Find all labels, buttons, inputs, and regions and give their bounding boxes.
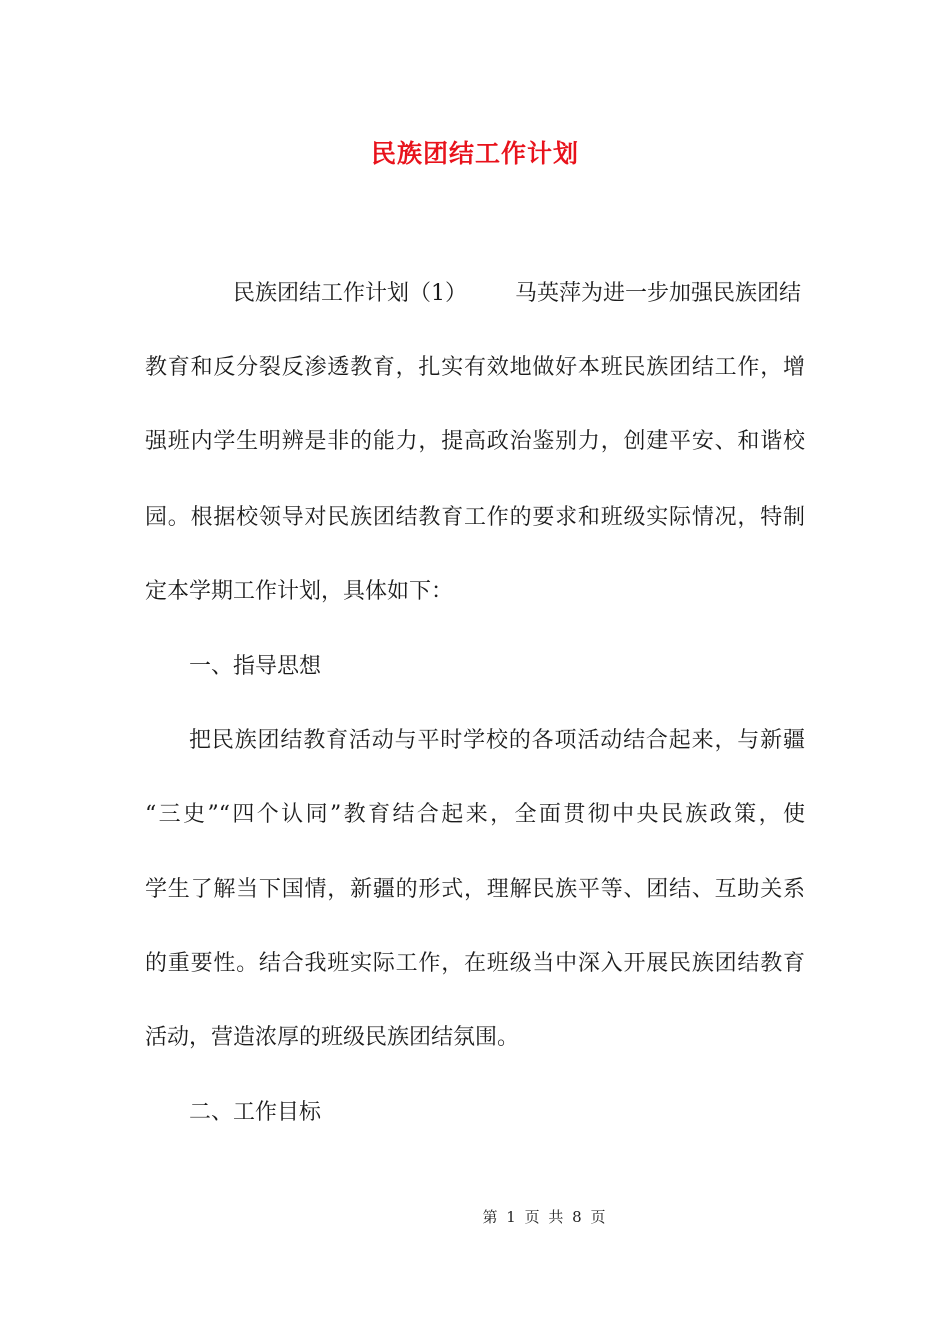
- paragraph-line: 定本学期工作计划，具体如下：: [145, 579, 454, 604]
- paragraph-line: 学生了解当下国情，新疆的形式，理解民族平等、团结、互助关系: [145, 877, 805, 902]
- intro-line: [145, 278, 805, 310]
- paragraph-line: 园。根据校领导对民族团结教育工作的要求和班级实际情况，特制: [145, 505, 805, 530]
- paragraph-line: “三史”“四个认同”教育结合起来，全面贯彻中央民族政策，使: [145, 802, 805, 827]
- document-title: 民族团结工作计划: [370, 139, 579, 168]
- section-heading-guiding-thought: 一、指导思想: [189, 654, 322, 679]
- paragraph-line: 把民族团结教育活动与平时学校的各项活动结合起来，与新疆: [189, 728, 805, 753]
- page-footer: 第 1 页 共 8 页: [482, 1208, 608, 1226]
- intro-label: 民族团结工作计划（1）: [233, 281, 467, 306]
- paragraph-line: 教育和反分裂反渗透教育，扎实有效地做好本班民族团结工作，增: [145, 355, 805, 380]
- section-heading-work-goals: 二、工作目标: [189, 1100, 322, 1125]
- paragraph-line: 活动，营造浓厚的班级民族团结氛围。: [145, 1025, 520, 1050]
- intro-author-text: 马英萍为进一步加强民族团结: [515, 281, 802, 306]
- paragraph-line: 强班内学生明辨是非的能力，提高政治鉴别力，创建平安、和谐校: [145, 429, 805, 454]
- paragraph-line: 的重要性。结合我班实际工作，在班级当中深入开展民族团结教育: [145, 951, 805, 976]
